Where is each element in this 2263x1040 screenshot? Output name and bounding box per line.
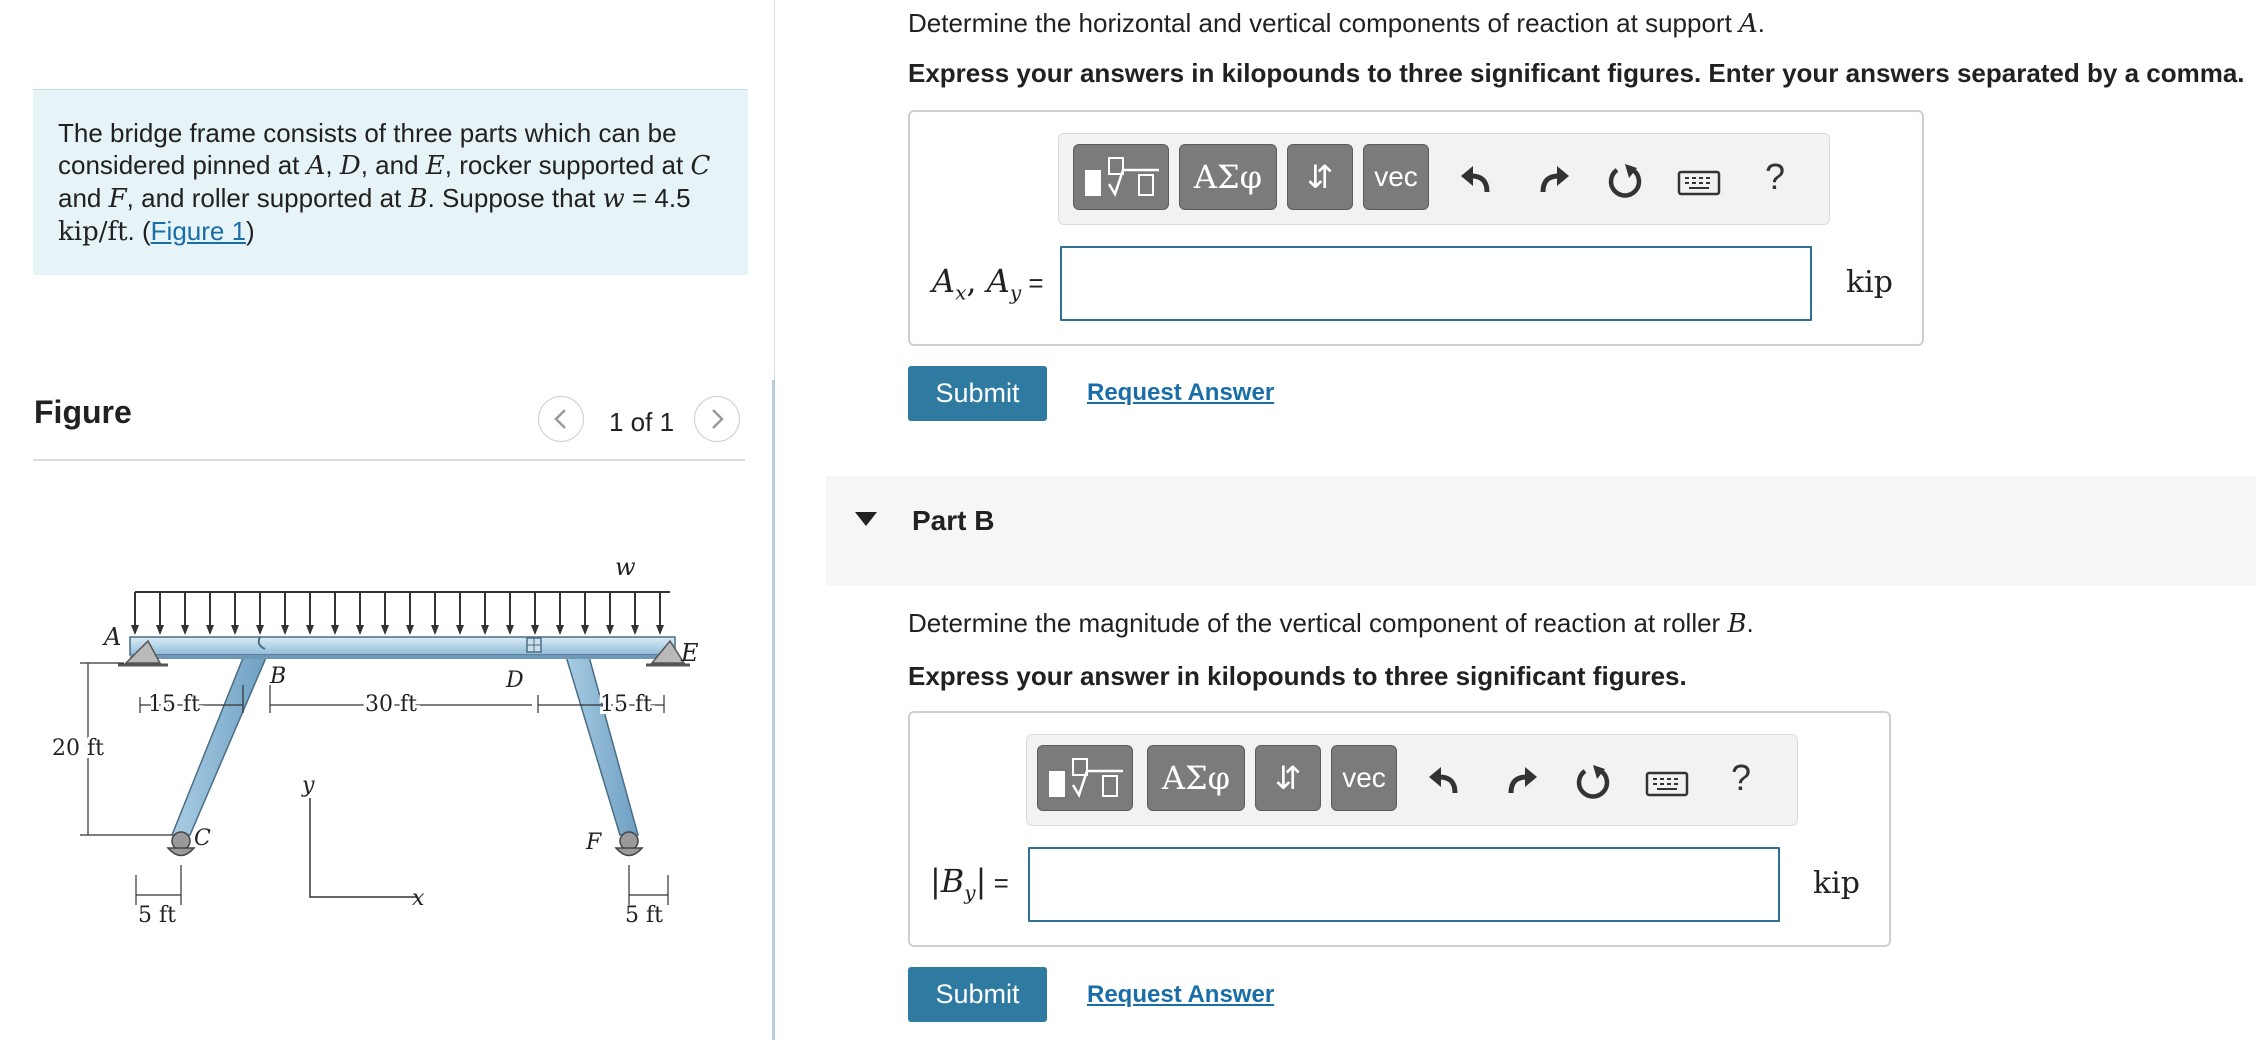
axis-label-x: x [412,886,425,911]
problem-statement-text: The bridge frame consists of three parts which can be considered pinned at A, D, and E, rocker supported at C and F, and roller supported at B. Suppose that w = 4.5 kip/ft. (Figure 1) [58,118,711,247]
collapse-caret-icon[interactable] [853,510,879,528]
part-b-instruction: Express your answer in kilopounds to three significant figures. [908,661,1687,691]
reset-icon[interactable] [1573,763,1613,803]
part-b-header[interactable] [826,476,2256,586]
axis-label-y: y [302,773,315,798]
figure-divider [33,459,745,461]
dim-label-5ft-right: 5 ft [625,903,663,928]
help-button[interactable]: ? [1765,156,1786,197]
chevron-right-icon [707,407,727,431]
point-label-C: C [194,826,211,851]
part-a-answer-input[interactable] [1060,246,1812,321]
part-a-instruction: Express your answers in kilopounds to three significant figures. Enter your answers separated by a comma. [908,58,2245,88]
redo-icon[interactable] [1533,162,1573,202]
point-label-D: D [506,668,524,693]
part-b-request-answer-link[interactable]: Request Answer [1087,981,1275,1008]
vector-button[interactable]: vec [1363,144,1429,210]
dim-label-20ft: 20 ft [52,736,104,761]
point-label-A: A [104,623,122,651]
vector-button[interactable]: vec [1331,745,1397,811]
dim-label-15ft-right: 15 ft [600,692,652,717]
templates-button[interactable] [1073,144,1169,210]
load-label-w: w [615,553,636,581]
redo-icon[interactable] [1501,763,1541,803]
dim-label-15ft-left: 15 ft [148,692,200,717]
undo-icon[interactable] [1457,162,1497,202]
subscript-superscript-button[interactable]: ⇵ [1255,745,1321,811]
part-b-title: Part B [912,505,995,536]
part-b-submit-button[interactable]: Submit [908,967,1047,1022]
greek-symbols-button[interactable]: ΑΣφ [1147,745,1245,811]
templates-button[interactable] [1037,745,1133,811]
figure-heading: Figure [34,394,132,430]
part-b-unit: kip [1813,866,1860,901]
subscript-superscript-button[interactable]: ⇵ [1287,144,1353,210]
part-a-submit-button[interactable]: Submit [908,366,1047,421]
figure-counter: 1 of 1 [609,407,675,437]
templates-icon [1079,150,1163,204]
undo-icon[interactable] [1425,763,1465,803]
point-label-B: B [270,664,287,689]
part-b-answer-input[interactable] [1028,847,1780,922]
templates-icon [1043,751,1127,805]
dim-label-5ft-left: 5 ft [138,903,176,928]
keyboard-icon[interactable] [1645,763,1689,803]
part-a-request-answer-link[interactable]: Request Answer [1087,379,1275,406]
part-b-answer-label: $|B_y|$ = [930,862,1009,905]
part-a-answer-label: $A_x$, $A_y$ = [932,262,1044,305]
part-a-math-toolbar [1058,133,1830,225]
dim-label-30ft: 30 ft [365,692,417,717]
help-button[interactable]: ? [1731,757,1752,798]
point-label-F: F [586,830,602,855]
distributed-load-arrows [131,592,664,635]
next-figure-button[interactable] [694,396,740,442]
column-divider-top [774,0,775,380]
part-a-prompt: Determine the horizontal and vertical components of reaction at support A. [908,8,1766,39]
chevron-left-icon [551,407,571,431]
bridge-frame-figure [52,545,720,940]
part-b-prompt: Determine the magnitude of the vertical component of reaction at roller B. [908,608,1754,639]
figure-1-link[interactable]: Figure 1 [150,216,247,246]
previous-figure-button[interactable] [538,396,584,442]
reset-icon[interactable] [1605,162,1645,202]
keyboard-icon[interactable] [1677,162,1721,202]
column-divider [772,380,775,1040]
point-label-E: E [681,639,699,667]
part-b-math-toolbar [1026,734,1798,826]
part-a-unit: kip [1846,265,1893,300]
greek-symbols-button[interactable]: ΑΣφ [1179,144,1277,210]
